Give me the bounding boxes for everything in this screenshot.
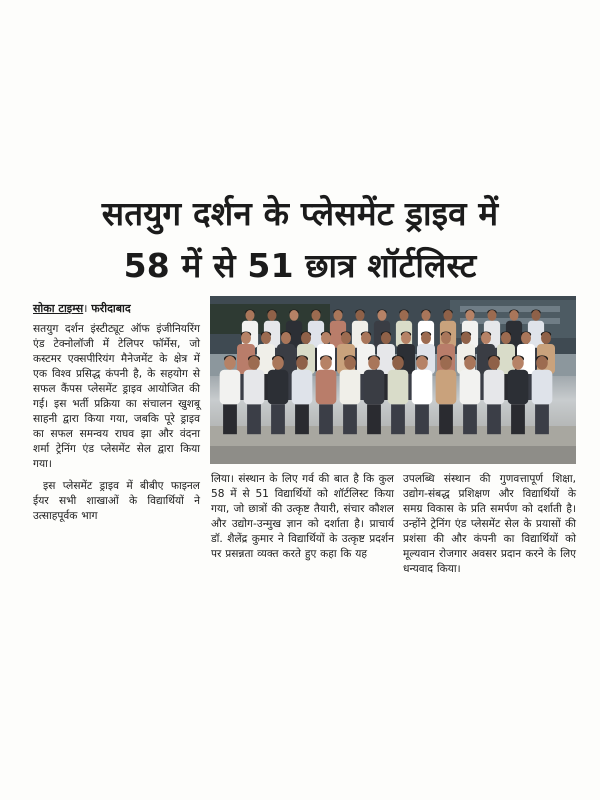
article-column-2 — [211, 472, 394, 562]
article-paragraph-3: लिया। संस्थान के लिए गर्व की बात है कि कुल 58 में से 51 विद्यार्थियों को शॉर्टलिस्ट किया गया, जो छात्रों की उत्कृष्ट तैयारी, संचार कौशल और उद्योग-उन्मुख ज्ञान को दर्शाता है। प्राचार्य डॉ. शैलेंद्र कुमार ने विद्यार्थियों के उत्कृष्ट प्रदर्शन पर प्रसन्नता व्यक्त करते हुए कहा कि यह — [211, 473, 394, 560]
headline — [0, 188, 600, 292]
headline-line-2: 58 में से 51 छात्र शॉर्टलिस्ट — [123, 246, 477, 285]
dateline-location: फरीदाबाद — [91, 302, 131, 315]
article-paragraph-2: इस प्लेसमेंट ड्राइव में बीबीए फाइनल ईयर सभी शाखाओं के विद्यार्थियों ने उत्साहपूर्वक भाग — [33, 480, 200, 522]
group-photo-illustration — [210, 296, 576, 464]
headline-line-1: सतयुग दर्शन के प्लेसमेंट ड्राइव में — [101, 194, 499, 233]
article-column-1 — [33, 322, 200, 531]
group-photo — [210, 296, 576, 464]
byline — [33, 301, 203, 316]
publication-name: सोका टाइम्स — [33, 302, 84, 315]
byline-separator: । — [83, 302, 88, 315]
article-paragraph-4: उपलब्धि संस्थान की गुणवत्तापूर्ण शिक्षा, उद्योग-संबद्ध प्रशिक्षण और विद्यार्थियों के समग्र विकास के प्रति समर्पण को दर्शाती है। उन्होंने ट्रेनिंग एंड प्लेसमेंट सेल के प्रयासों की प्रशंसा की और कंपनी का विद्यार्थियों को मूल्यवान रोजगार अवसर प्रदान करने के लिए धन्यवाद किया। — [403, 473, 576, 575]
article-column-3 — [403, 472, 576, 577]
article-paragraph-1: सतयुग दर्शन इंस्टीट्यूट ऑफ इंजीनियरिंग एंड टेक्नोलॉजी में टेलिपर फॉर्मेस, जो कस्टमर एक्सपीरियंग मैनेजमेंट के क्षेत्र में एक विश्व प्रसिद्ध कंपनी है, के सहयोग से सफल कैंपस प्लेसमेंट ड्राइव आयोजित की गई। इस भर्ती प्रक्रिया का संचालन खुशबू साहनी द्वारा किया गया, जबकि पूरे ड्राइव का सफल समन्वय राघव झा और वंदना शर्मा ट्रेनिंग एंड प्लेसमेंट सेल द्वारा किया गया। — [33, 323, 200, 470]
